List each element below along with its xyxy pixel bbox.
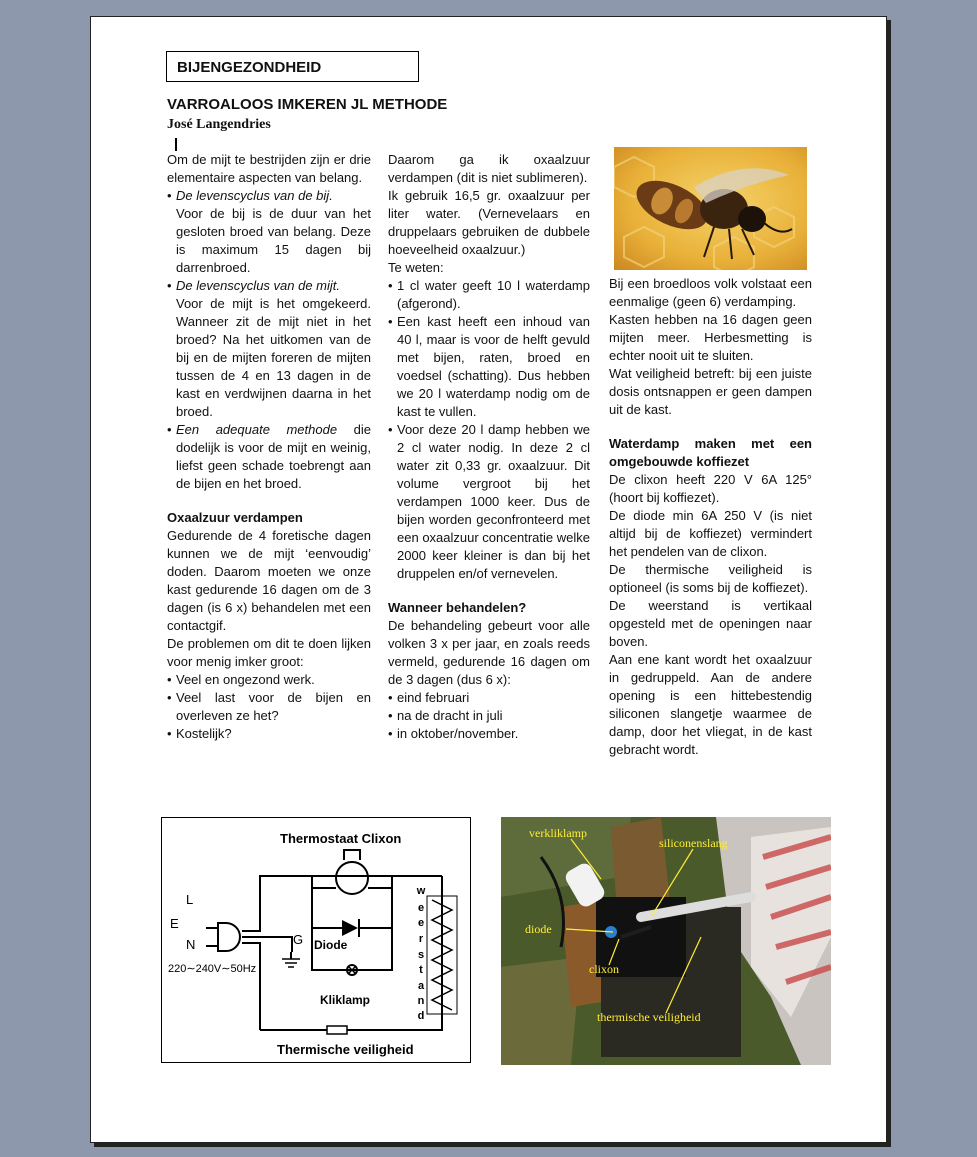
list-item-text: Voor de mijt is het omgekeerd. Wanneer zit de mijt niet in het broed? Na het uitkomen van de bij en de mijten foreren de mijten tussen de 4 en 13 dagen in de kast en verdwijnen daarna in het broed. (176, 296, 371, 419)
paragraph: De diode min 6A 250 V (is niet altijd bij de koffiezet) vermindert het pendelen van de clixon. (609, 508, 812, 559)
svg-text:e: e (417, 917, 425, 929)
svg-text:Kliklamp: Kliklamp (320, 993, 371, 1007)
svg-text:e: e (417, 902, 425, 914)
list-item: • Kostelijk? (167, 726, 232, 741)
paragraph: Daarom ga ik oxaalzuur verdampen (dit is niet sublimeren). (388, 152, 590, 185)
svg-text:G: G (293, 932, 304, 947)
list-item: • in oktober/november. (388, 726, 519, 741)
paragraph: De thermische veiligheid is optioneel (is soms bij de koffiezet). (609, 562, 812, 595)
label-clixon: clixon (589, 962, 619, 976)
subheading: Wanneer behandelen? (388, 600, 527, 615)
list-item: • na de dracht in juli (388, 708, 503, 723)
svg-text:Thermische veiligheid: Thermische veiligheid (277, 1042, 414, 1057)
svg-text:220∼240V∼50Hz: 220∼240V∼50Hz (168, 963, 257, 975)
paragraph: Ik gebruik 16,5 gr. oxaalzuur per liter water. (Vernevelaars en druppelaars gebruiken de dubbele hoeveelheid oxaalzuur.) (388, 188, 590, 257)
list-item: • 1 cl water geeft 10 l waterdamp (afgerond). (388, 278, 590, 311)
paragraph: Aan ene kant wordt het oxaalzuur in gedruppeld. Aan de andere opening is een hittebestendig siliconen slangetje waarmee de damp, door het vliegat, in de kast gebracht wordt. (609, 652, 812, 757)
intro-paragraph: Om de mijt te bestrijden zijn er drie elementaire aspecten van belang. (167, 152, 371, 185)
svg-text:L: L (186, 892, 194, 907)
svg-text:n: n (417, 995, 425, 1007)
device-photo (501, 817, 831, 1065)
circuit-title: Thermostaat Clixon (280, 831, 402, 846)
paragraph: De problemen om dit te doen lijken voor menig imker groot: (167, 636, 371, 669)
svg-text:Diode: Diode (314, 938, 348, 952)
list-item: • Veel last voor de bijen en overleven ze het? (167, 690, 371, 723)
paragraph: Wat veiligheid betreft: bij een juiste dosis ontsnappen er geen dampen uit de kast. (609, 366, 812, 417)
svg-text:w: w (416, 885, 426, 897)
label-diode: diode (525, 922, 552, 936)
list-item: • De levenscyclus van de bij. (167, 188, 333, 203)
list-item: • Veel en ongezond werk. (167, 672, 315, 687)
document-page (90, 16, 887, 1143)
paragraph: De weerstand is vertikaal opgesteld met de openingen naar boven. (609, 598, 812, 649)
list-item: • eind februari (388, 690, 470, 705)
paragraph: De clixon heeft 220 V 6A 125° (hoort bij koffiezet). (609, 472, 812, 505)
column-3 (609, 275, 812, 759)
svg-text:d: d (417, 1010, 425, 1022)
column-1 (167, 151, 371, 743)
paragraph: Kasten hebben na 16 dagen geen mijten meer. Herbesmetting is echter nooit uit te sluiten. (609, 312, 812, 363)
subheading: Oxaalzuur verdampen (167, 510, 303, 525)
subheading: Waterdamp maken met een omgebouwde koffiezet (609, 436, 812, 469)
list-item-text: Voor de bij is de duur van het gesloten broed van belang. Deze is maximum 15 dagen bij darrenbroed. (176, 206, 371, 275)
svg-text:r: r (418, 933, 424, 945)
article-title: VARROALOOS IMKEREN JL METHODE (167, 96, 448, 113)
circuit-diagram (161, 817, 471, 1063)
paragraph: Gedurende de 4 foretische dagen kunnen we de mijt ‘eenvoudig’ doden. Daarom moeten we onze kast gedurende 16 dagen om de 3 dagen (is 6 x) behandelen met een contactgif. (167, 528, 371, 633)
section-header: BIJENGEZONDHEID (166, 51, 419, 82)
list-item: • Een kast heeft een inhoud van 40 l, maar is voor de helft gevuld met bijen, raten, broed en voedsel (schatting). Dus hebben we 20 l waterdamp nodig om de kast te vullen. (388, 314, 590, 419)
label-verkliklamp: verkliklamp (529, 826, 587, 840)
text-cursor (175, 138, 177, 151)
column-2 (388, 151, 590, 743)
paragraph: Te weten: (388, 260, 444, 275)
list-item: • De levenscyclus van de mijt. (167, 278, 341, 293)
svg-text:a: a (417, 980, 425, 992)
label-thermische: thermische veiligheid (597, 1010, 701, 1024)
svg-text:N: N (186, 937, 196, 952)
list-item: • Een adequate methode die dodelijk is voor de mijt en weinig, liefst geen schade toebrengt aan de bijen en het broed. (167, 422, 371, 491)
article-author: José Langendries (167, 117, 271, 132)
svg-text:t: t (419, 964, 423, 976)
paragraph: Bij een broedloos volk volstaat een eenmalige (geen 6) verdamping. (609, 276, 812, 309)
label-siliconenslang: siliconenslang (659, 836, 728, 850)
svg-text:s: s (417, 949, 425, 961)
paragraph: De behandeling gebeurt voor alle volken 3 x per jaar, en zoals reeds vermeld, gedurende 16 dagen om de 3 dagen (dus 6 x): (388, 618, 590, 687)
bee-photo (614, 147, 807, 270)
list-item: • Voor deze 20 l damp hebben we 2 cl water nodig. In deze 2 cl water zit 0,33 gr. oxaalzuur. Dit volume vergroot bij het verdampen 1000 keer. Dus de bijen worden geconfronteerd met een oxaalzuur concentratie welke 2000 keer kleiner is dan bij het druppelen en/of vernevelen. (388, 422, 590, 581)
svg-text:E: E (170, 916, 179, 931)
